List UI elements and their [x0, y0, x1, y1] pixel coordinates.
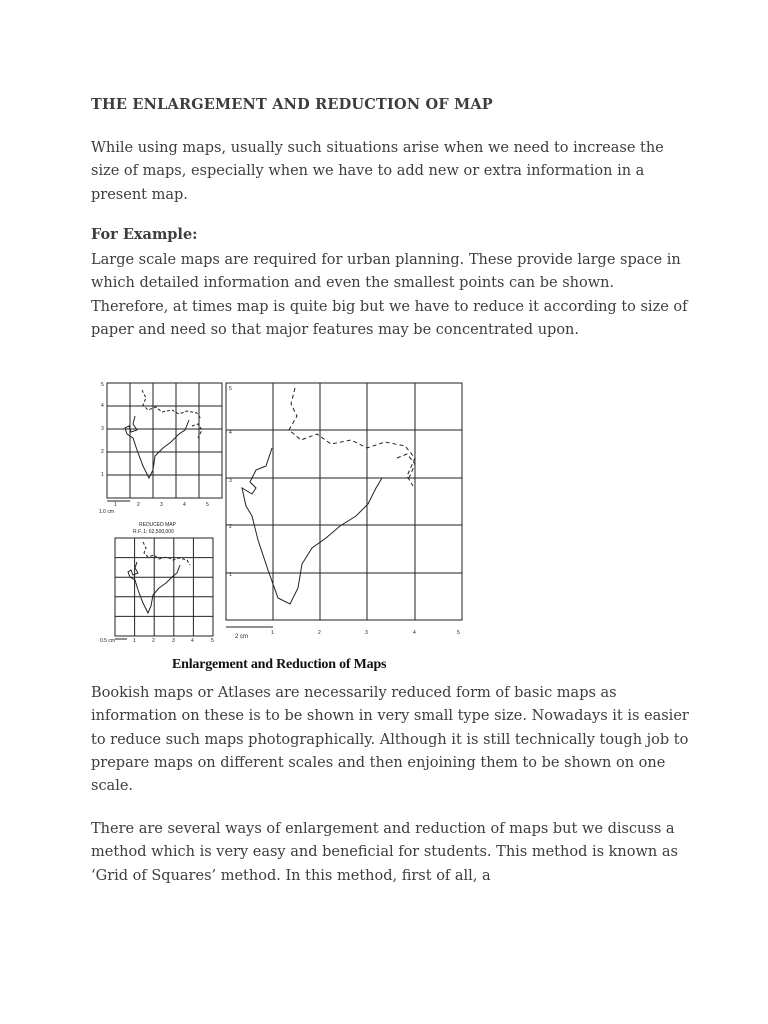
scale-large-label: 2 cm [235, 634, 249, 640]
methods-paragraph: There are several ways of enlargement and reduction of maps but we discuss a method which is very easy and beneficial for students. This method is known as ‘Grid of Squares’ method. In this method, first of all, a [91, 821, 678, 884]
tick-large-y2: 2 [229, 524, 232, 530]
tick-large-y5: 5 [229, 386, 232, 392]
tick-small-y5: 5 [101, 382, 104, 388]
example-paragraph: Large scale maps are required for urban planning. These provide large space in which detailed information and even the smallest points can be shown. Therefore, at times map is quite big but we have to reduce it according to size of paper and need so that major features may be concentrated upon. [91, 252, 688, 338]
tick-large-y4: 4 [229, 430, 232, 436]
tick-small-x3: 3 [160, 502, 163, 508]
tick-reduced-x1: 1 [133, 638, 136, 644]
tick-small-y4: 4 [101, 403, 104, 409]
grid-maps-illustration [97, 376, 467, 646]
tick-large-x2: 2 [318, 630, 321, 636]
bookish-paragraph: Bookish maps or Atlases are necessarily reduced form of basic maps as information on these is to be shown in very small type size. Nowadays it is easier to reduce such maps photographically. Although it is still technically tough job to prepare maps on different scales and then enjoining them to be shown on one scale. [91, 685, 689, 795]
tick-reduced-x3: 3 [172, 638, 175, 644]
tick-reduced-x4: 4 [191, 638, 194, 644]
tick-large-x5: 5 [457, 630, 460, 636]
india-outline-large [242, 388, 415, 604]
scale-small-label: 1.0 cm [99, 509, 115, 515]
tick-reduced-x2: 2 [152, 638, 155, 644]
tick-small-x4: 4 [183, 502, 186, 508]
tick-small-y1: 1 [101, 472, 104, 478]
figure-caption: Enlargement and Reduction of Maps [172, 657, 387, 672]
tick-small-y2: 2 [101, 449, 104, 455]
tick-small-x5: 5 [206, 502, 209, 508]
reduced-map-rf: R.F. 1: 62,500,000 [133, 529, 174, 535]
tick-large-x3: 3 [365, 630, 368, 636]
tick-small-y3: 3 [101, 426, 104, 432]
tick-large-x4: 4 [413, 630, 416, 636]
scale-reduced-label: 0.5 cm [100, 638, 116, 644]
tick-large-y3: 3 [229, 478, 232, 484]
tick-reduced-x5: 5 [211, 638, 214, 644]
intro-paragraph: While using maps, usually such situations arise when we need to increase the size of maps, especially when we have to add new or extra information in a present map. [91, 140, 664, 203]
example-heading: For Example: [91, 226, 198, 243]
reduced-map-label: REDUCED MAP [139, 522, 176, 528]
india-outline-small [125, 390, 202, 478]
tick-large-y1: 1 [229, 572, 232, 578]
map-figure [97, 376, 467, 686]
page-title: THE ENLARGEMENT AND REDUCTION OF MAP [91, 96, 493, 113]
tick-small-x2: 2 [137, 502, 140, 508]
tick-large-x1: 1 [271, 630, 274, 636]
tick-small-x1: 1 [114, 502, 117, 508]
